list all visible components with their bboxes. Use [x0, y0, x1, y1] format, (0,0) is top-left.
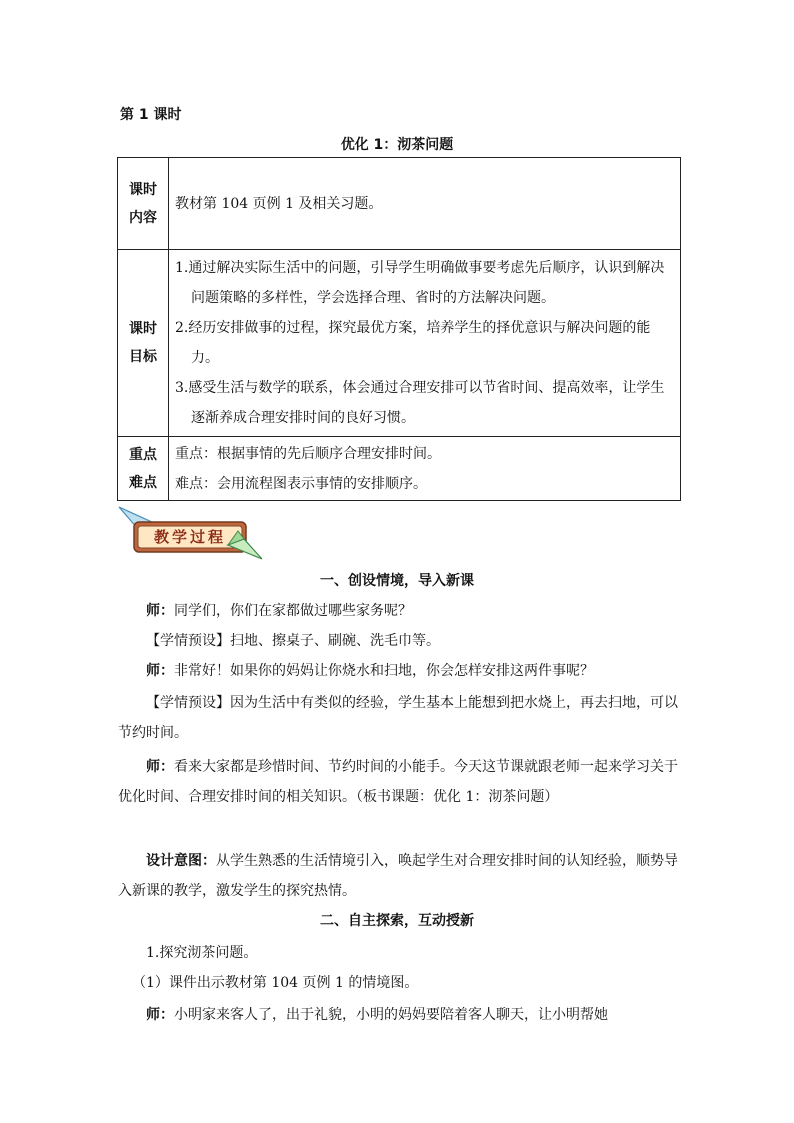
teaching-process-banner: [116, 505, 266, 563]
content-cell: 教材第 104 页例 1 及相关习题。: [169, 158, 681, 250]
key-point: 重点：根据事情的先后顺序合理安排时间。: [175, 445, 441, 462]
speaker-label: 师：: [146, 603, 174, 619]
preset-tag: 【学情预设】: [146, 633, 230, 649]
design-intent-label: 设计意图：: [146, 853, 216, 869]
paragraph: 师：看来大家都是珍惜时间、节约时间的小能手。今天这节课就跟老师一起来学习关于优化时间、合理安排时间的相关知识。（板书课题：优化 1：沏茶问题）: [118, 759, 678, 805]
paragraph: （1）课件出示教材第 104 页例 1 的情境图。: [132, 975, 419, 991]
lesson-info-table: [117, 157, 681, 501]
goal-item: 2.经历安排做事的过程，探究最优方案，培养学生的择优意识与解决问题的能力。: [175, 320, 651, 366]
table-row: [118, 250, 681, 437]
content-label: 课时 内容: [118, 158, 169, 250]
table-row: [118, 437, 681, 501]
lesson-number: 第 1 课时: [120, 107, 182, 123]
goal-item: 1.通过解决实际生活中的问题，引导学生明确做事要考虑先后顺序，认识到解决问题策略的多样性，学会选择合理、省时的方法解决问题。: [175, 260, 665, 306]
speaker-label: 师：: [146, 1007, 174, 1023]
section1-heading: 一、创设情境，导入新课: [320, 573, 474, 589]
section2-heading: 二、自主探索，互动授新: [320, 913, 474, 929]
table-row: [118, 158, 681, 250]
speaker-label: 师：: [146, 663, 174, 679]
paragraph: 师：同学们，你们在家都做过哪些家务呢？: [146, 603, 412, 619]
difficult-point: 难点：会用流程图表示事情的安排顺序。: [175, 475, 427, 492]
paragraph: 师：非常好！如果你的妈妈让你烧水和扫地，你会怎样安排这两件事呢？: [146, 663, 594, 679]
paragraph: 【学情预设】因为生活中有类似的经验，学生基本上能想到把水烧上，再去扫地，可以节约时间。: [118, 695, 678, 741]
paragraph: 【学情预设】扫地、擦桌子、刷碗、洗毛巾等。: [146, 633, 440, 649]
paragraph: 师：小明家来客人了，出于礼貌，小明的妈妈要陪着客人聊天，让小明帮她: [146, 1007, 608, 1023]
goals-cell: [169, 250, 681, 437]
paragraph: 1.探究沏茶问题。: [146, 945, 258, 961]
lesson-topic-title: 优化 1：沏茶问题: [340, 137, 454, 153]
banner-label: 教学过程: [153, 528, 226, 546]
goal-item: 3.感受生活与数学的联系，体会通过合理安排可以节省时间、提高效率，让学生逐渐养成合理安排时间的良好习惯。: [175, 380, 665, 426]
speaker-label: 师：: [146, 759, 174, 775]
preset-tag: 【学情预设】: [146, 695, 230, 711]
design-intent-paragraph: 设计意图：从学生熟悉的生活情境引入，唤起学生对合理安排时间的认知经验，顺势导入新课的教学，激发学生的探究热情。: [118, 853, 678, 899]
goals-label: 课时 目标: [118, 250, 169, 437]
key-difficult-label: 重点 难点: [118, 437, 169, 501]
key-difficult-cell: [169, 437, 681, 501]
